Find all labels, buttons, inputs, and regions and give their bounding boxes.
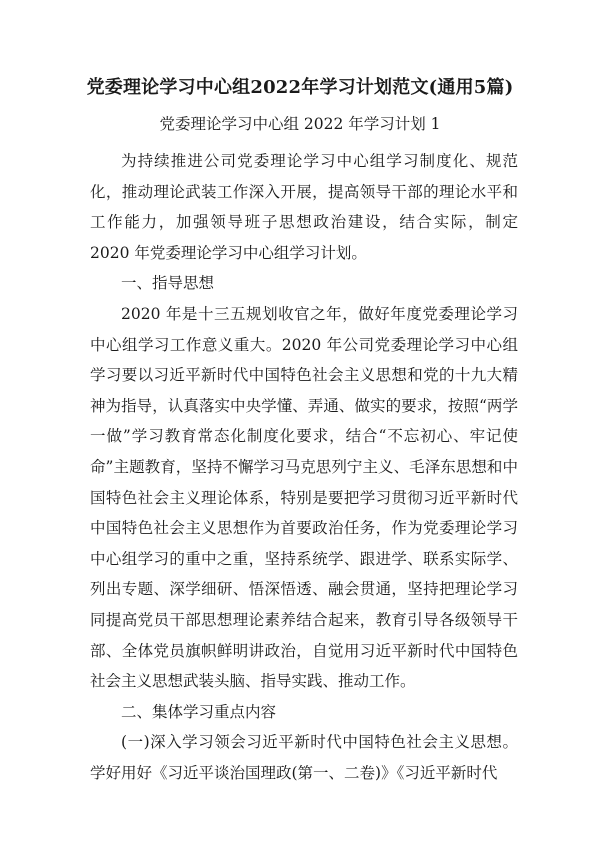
document-title: 党委理论学习中心组2022年学习计划范文(通用5篇) xyxy=(86,77,514,98)
section-heading-guiding-ideology: 一、指导思想 xyxy=(121,274,215,293)
paragraph-guiding-ideology: 2020 年是十三五规划收官之年，做好年度党委理论学习中心组学习工作意义重大。2020 年公司党委理论学习中心组学习要以习近平新时代中国特色社会主义思想和党的十九大精神为指导，认真落实中央学懂、弄通、做实的要求，按照“两学一做”学习教育常态化制度化要求，结合“不忘初心、牢记使命”主题教育，坚持不懈学习马克思列宁主义、毛泽东思想和中国特色社会主义理论体系，特别是要把学习贯彻习近平新时代中国特色社会主义思想作为首要政治任务，作为党委理论学习中心组学习的重中之重，坚持系统学、跟进学、联系实际学、列出专题、深学细研、悟深悟透、融会贯通，坚持把理论学习同提高党员干部思想理论素养结合起来，教育引导各级领导干部、全体党员旗帜鲜明讲政治，自觉用习近平新时代中国特色社会主义思想武装头脑、指导实践、推动工作。 xyxy=(90,304,518,691)
document-subtitle: 党委理论学习中心组 2022 年学习计划 1 xyxy=(159,115,441,133)
paragraph-key-content-1: (一)深入学习领会习近平新时代中国特色社会主义思想。学好用好《习近平谈治国理政(第一、二卷)》《习近平新时代 xyxy=(90,733,518,782)
section-heading-key-content: 二、集体学习重点内容 xyxy=(121,702,277,721)
paragraph-intro: 为持续推进公司党委理论学习中心组学习制度化、规范化，推动理论武装工作深入开展，提高领导干部的理论水平和工作能力，加强领导班子思想政治建设，结合实际，制定 2020 年党委理论学习中心组学习计划。 xyxy=(90,152,518,262)
document-body xyxy=(90,146,518,788)
